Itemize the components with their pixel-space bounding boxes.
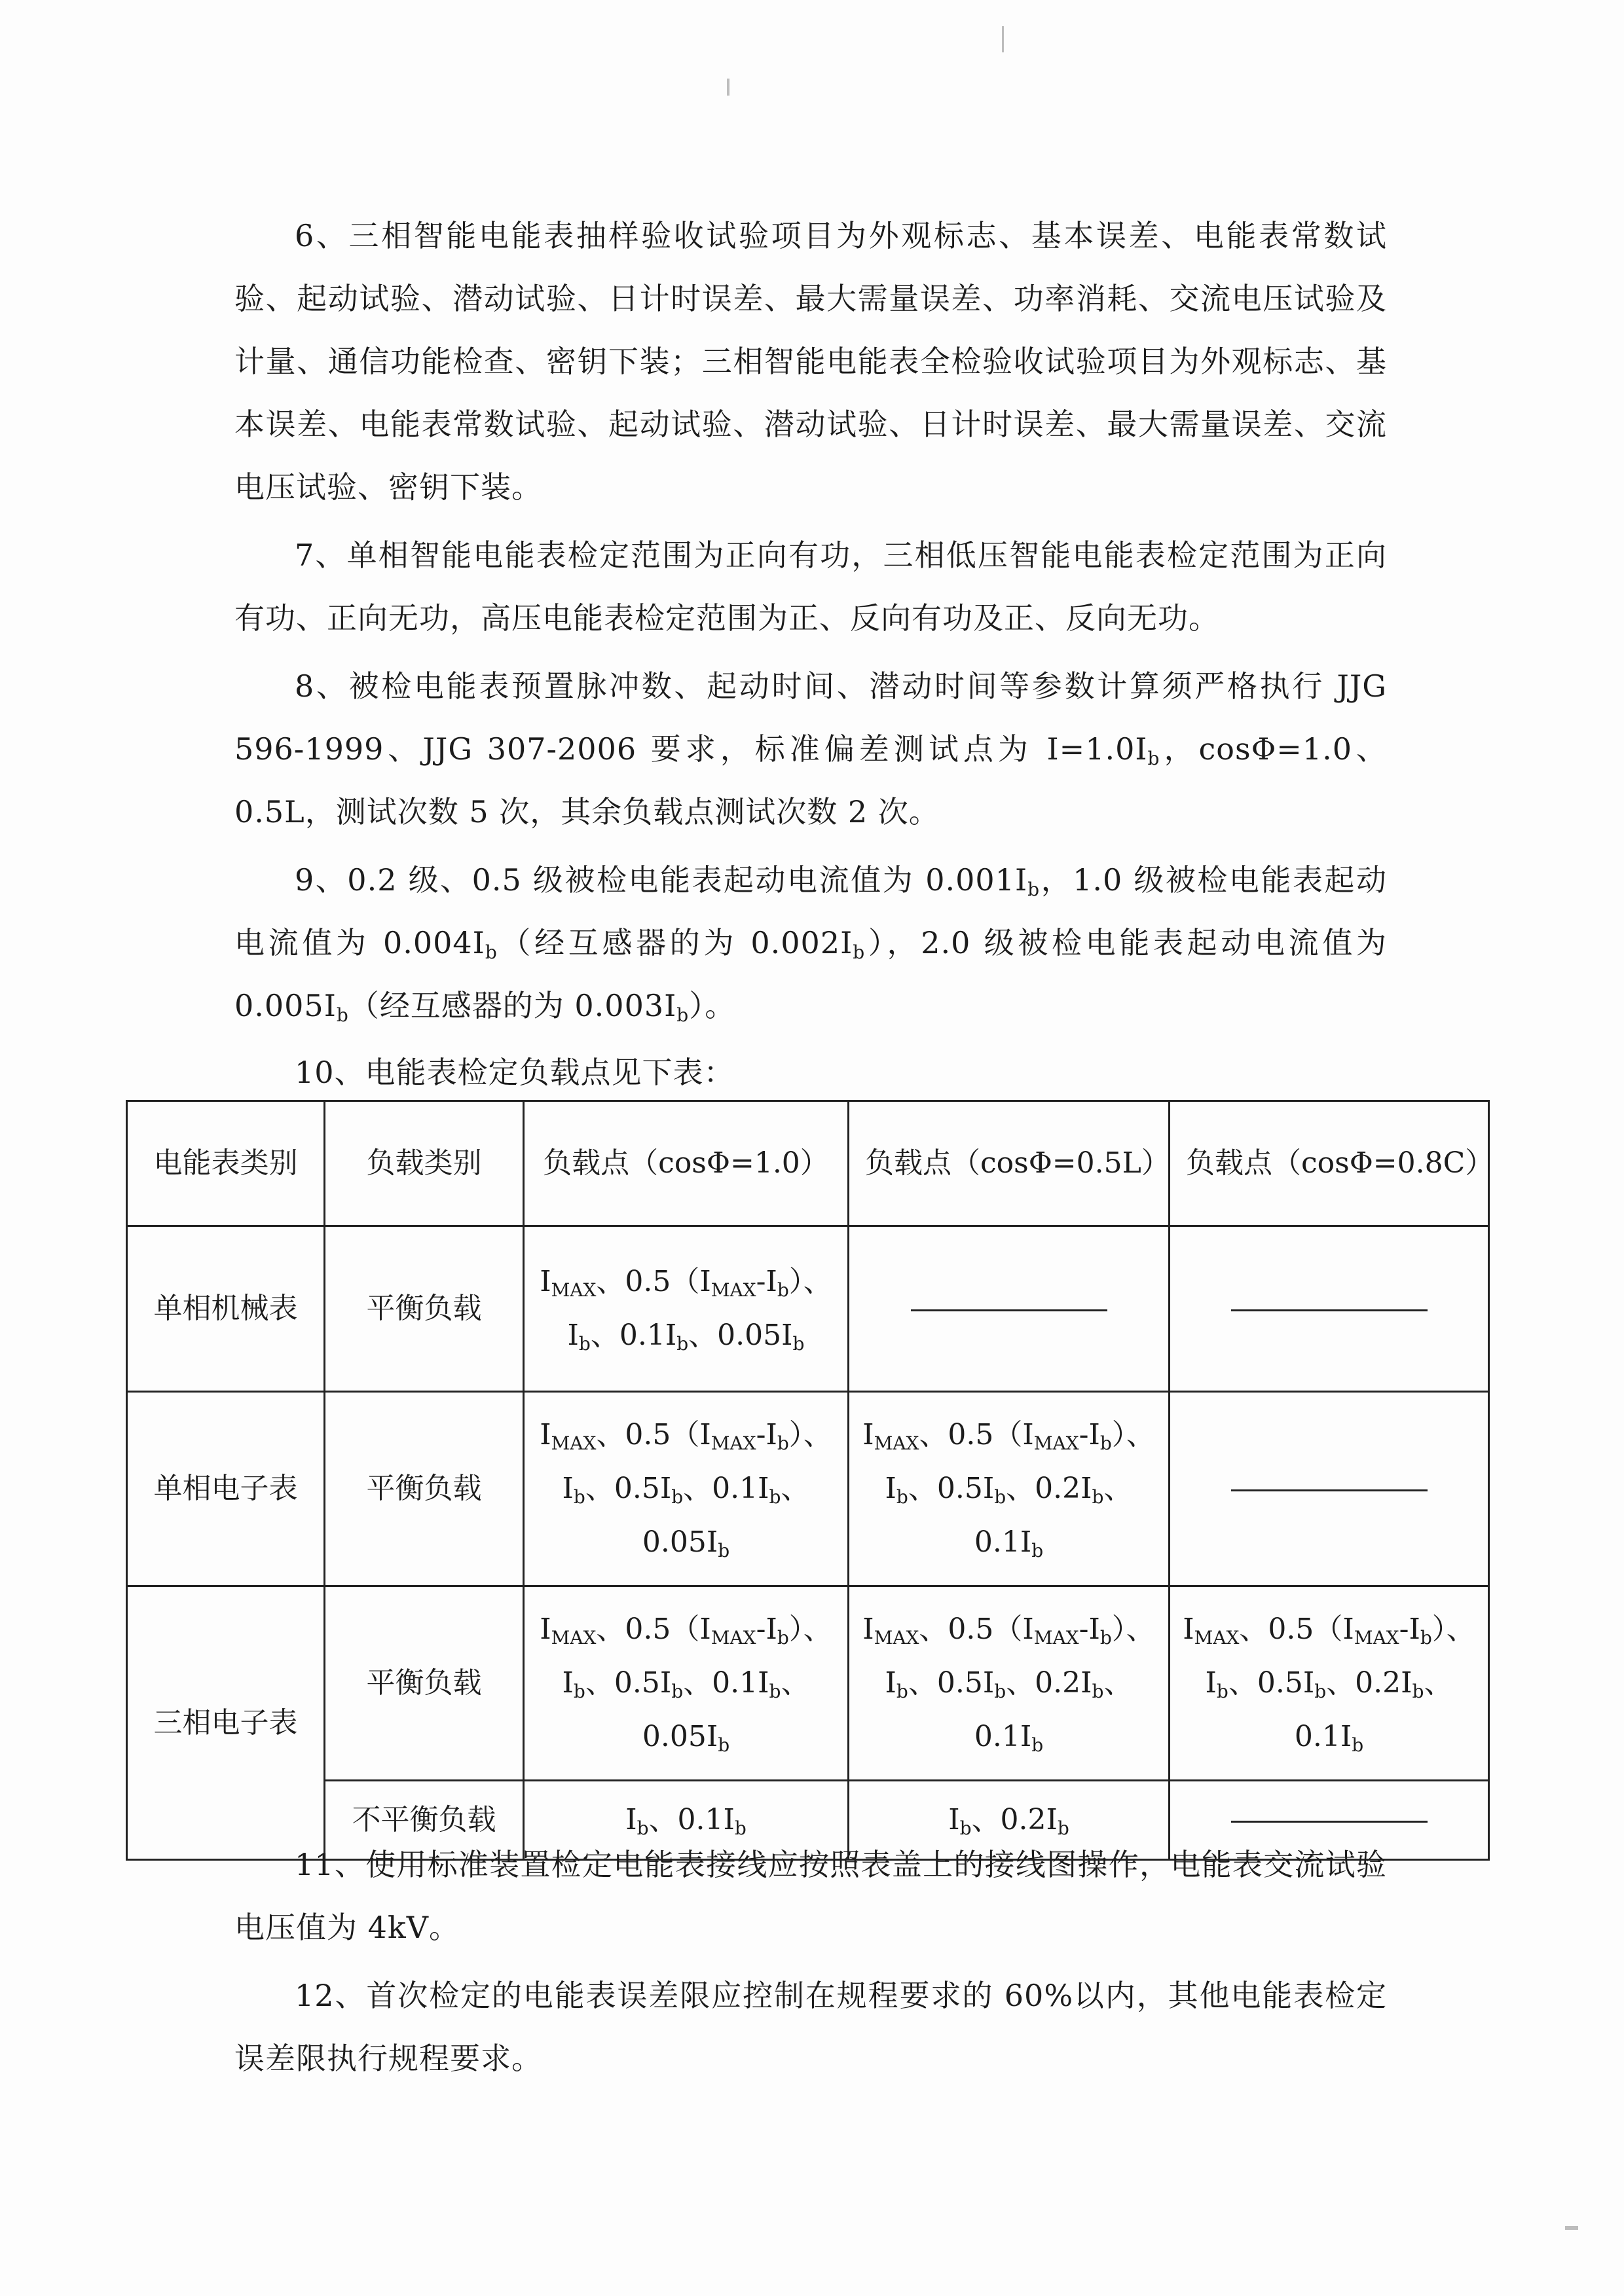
table-row	[127, 1226, 1489, 1392]
header-meter-type: 电能表类别	[127, 1101, 325, 1226]
meter-type-cell: 单相电子表	[127, 1392, 325, 1586]
load-type-cell: 平衡负载	[325, 1392, 524, 1586]
pf-0-5l-cell	[849, 1226, 1170, 1392]
dash-placeholder	[1231, 1821, 1428, 1823]
paragraph-12: 12、首次检定的电能表误差限应控制在规程要求的 60%以内，其他电能表检定误差限执行规程要求。	[234, 1978, 1387, 2076]
paragraph-11: 11、使用标准装置检定电能表接线应按照表盖上的接线图操作，电能表交流试验电压值为 4kV。	[234, 1847, 1387, 1945]
load-type-cell: 不平衡负载	[325, 1781, 524, 1860]
header-pf-1-0: 负载点（cosΦ=1.0）	[524, 1101, 849, 1226]
table-header-row	[127, 1101, 1489, 1226]
dash-placeholder	[911, 1309, 1107, 1311]
dash-placeholder	[1231, 1309, 1428, 1311]
table-row	[127, 1392, 1489, 1586]
paragraph-8: 8、被检电能表预置脉冲数、起动时间、潜动时间等参数计算须严格执行 JJG 596-1999、JJG 307-2006 要求，标准偏差测试点为 $I=1.0I_b$，cosΦ=1.0、0.5L，测试次数 5 次，其余负载点测试次数 2 次。	[234, 668, 1387, 829]
paragraph-6: 6、三相智能电能表抽样验收试验项目为外观标志、基本误差、电能表常数试验、起动试验、潜动试验、日计时误差、最大需量误差、功率消耗、交流电压试验及计量、通信功能检查、密钥下装；三相智能电能表全检验收试验项目为外观标志、基本误差、电能表常数试验、起动试验、潜动试验、日计时误差、最大需量误差、交流电压试验、密钥下装。	[234, 218, 1387, 505]
load-type-cell: 平衡负载	[325, 1226, 524, 1392]
pf-1-0-cell: $I_b$、$0.1I_b$	[524, 1781, 849, 1860]
pf-1-0-cell: $I_{MAX}$、$0.5(I_{MAX}-I_b)$、$I_b$、$0.5I_b$、$0.1I_b$、$0.05I_b$	[524, 1392, 849, 1586]
paragraph-9: 9、0.2 级、0.5 级被检电能表起动电流值为 $0.001I_b$，1.0 级被检电能表起动电流值为 $0.004I_b$（经互感器的为 $0.002I_b$），2.0 级被检电能表起动电流值为 $0.005I_b$（经互感器的为 $0.003I_b$）。	[234, 862, 1388, 1026]
paragraph-7: 7、单相智能电能表检定范围为正向有功，三相低压智能电能表检定范围为正向有功、正向无功，高压电能表检定范围为正、反向有功及正、反向无功。	[234, 538, 1387, 636]
pf-0-5l-cell: $I_{MAX}$、$0.5(I_{MAX}-I_b)$、$I_b$、$0.5I_b$、$0.2I_b$、$0.1I_b$	[849, 1586, 1170, 1781]
pf-1-0-cell: $I_{MAX}$、$0.5(I_{MAX}-I_b)$、$I_b$、$0.5I_b$、$0.1I_b$、$0.05I_b$	[524, 1586, 849, 1781]
pf-0-8c-cell	[1170, 1226, 1489, 1392]
scan-artifact	[1002, 26, 1004, 52]
pf-0-8c-cell: $I_{MAX}$、$0.5(I_{MAX}-I_b)$、$I_b$、$0.5I_b$、$0.2I_b$、$0.1I_b$	[1170, 1586, 1489, 1781]
pf-1-0-cell: $I_{MAX}$、$0.5(I_{MAX}-I_b)$、$I_b$、$0.1I_b$、$0.05I_b$	[524, 1226, 849, 1392]
load-point-table	[126, 1100, 1494, 1861]
pf-0-8c-cell	[1170, 1392, 1489, 1586]
load-type-cell: 平衡负载	[325, 1586, 524, 1781]
meter-type-cell: 三相电子表	[127, 1586, 325, 1860]
dash-placeholder	[1231, 1489, 1428, 1491]
paragraph-10: 10、电能表检定负载点见下表：	[295, 1055, 735, 1090]
pf-0-5l-cell: $I_b$、$0.2I_b$	[849, 1781, 1170, 1860]
header-load-type: 负载类别	[325, 1101, 524, 1226]
header-pf-0-8c: 负载点（cosΦ=0.8C）	[1170, 1101, 1489, 1226]
scan-artifact	[727, 79, 729, 96]
header-pf-0-5l: 负载点（cosΦ=0.5L）	[849, 1101, 1170, 1226]
pf-0-5l-cell: $I_{MAX}$、$0.5(I_{MAX}-I_b)$、$I_b$、$0.5I_b$、$0.2I_b$、$0.1I_b$	[849, 1392, 1170, 1586]
table-row	[127, 1586, 1489, 1781]
scan-artifact	[1565, 2226, 1578, 2230]
meter-type-cell: 单相机械表	[127, 1226, 325, 1392]
